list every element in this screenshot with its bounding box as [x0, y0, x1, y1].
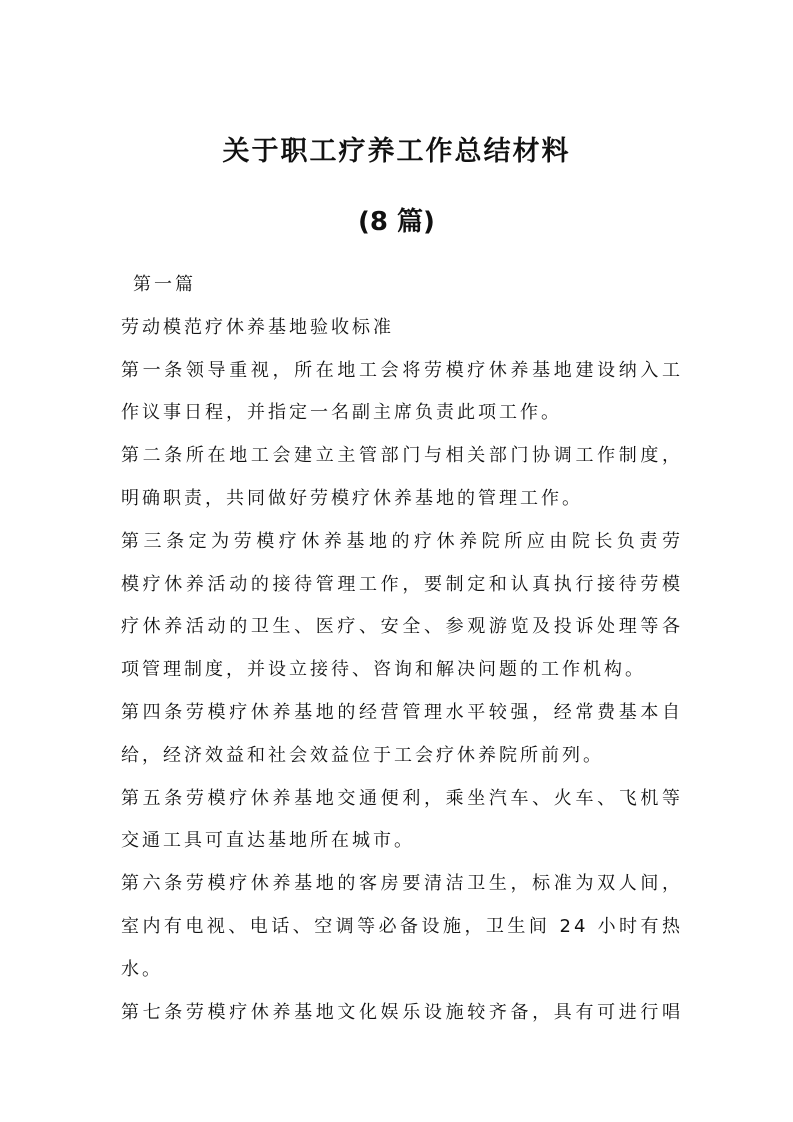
paragraph-line: 第二条所在地工会建立主管部门与相关部门协调工作制度， — [121, 445, 683, 467]
paragraph — [121, 699, 683, 785]
paragraph-line: 明确职责，共同做好劳模疗休养基地的管理工作。 — [121, 487, 583, 509]
paragraph — [121, 870, 683, 998]
paragraph-line: 室内有电视、电话、空调等必备设施，卫生间 24 小时有热 — [121, 915, 683, 937]
paragraph — [121, 785, 683, 871]
paragraph — [121, 357, 683, 443]
paragraph-line: 疗休养活动的卫生、医疗、安全、参观游览及投诉处理等各 — [121, 616, 683, 638]
document-body — [121, 271, 683, 1041]
paragraph-line: 第六条劳模疗休养基地的客房要清洁卫生，标准为双人间， — [121, 873, 683, 895]
paragraph-line: 第三条定为劳模疗休养基地的疗休养院所应由院长负责劳 — [121, 530, 683, 552]
section-label: 第一篇 — [133, 274, 196, 295]
paragraph-line: 第一条领导重视，所在地工会将劳模疗休养基地建设纳入工 — [121, 359, 683, 381]
paragraph-line: 模疗休养活动的接待管理工作，要制定和认真执行接待劳模 — [121, 573, 683, 595]
paragraph-line: 作议事日程，并指定一名副主席负责此项工作。 — [121, 402, 562, 424]
paragraph — [121, 442, 683, 528]
paragraph-line: 项管理制度，并设立接待、咨询和解决问题的工作机构。 — [121, 659, 646, 681]
section-heading: 劳动模范疗休养基地验收标准 — [121, 316, 394, 338]
paragraph-line: 第五条劳模疗休养基地交通便利，乘坐汽车、火车、飞机等 — [121, 787, 683, 809]
document-subtitle: (8 篇) — [358, 207, 435, 237]
paragraph-line: 水。 — [121, 958, 163, 980]
paragraph — [121, 528, 683, 699]
paragraph — [121, 999, 683, 1042]
document-title: 关于职工疗养工作总结材料 — [222, 136, 571, 167]
paragraph-line: 给，经济效益和社会效益位于工会疗休养院所前列。 — [121, 744, 604, 766]
paragraph-line: 第四条劳模疗休养基地的经营管理水平较强，经常费基本自 — [121, 701, 683, 723]
paragraphs — [121, 357, 683, 1042]
paragraph-line: 第七条劳模疗休养基地文化娱乐设施较齐备，具有可进行唱 — [121, 1001, 683, 1023]
paragraph-line: 交通工具可直达基地所在城市。 — [121, 830, 415, 852]
